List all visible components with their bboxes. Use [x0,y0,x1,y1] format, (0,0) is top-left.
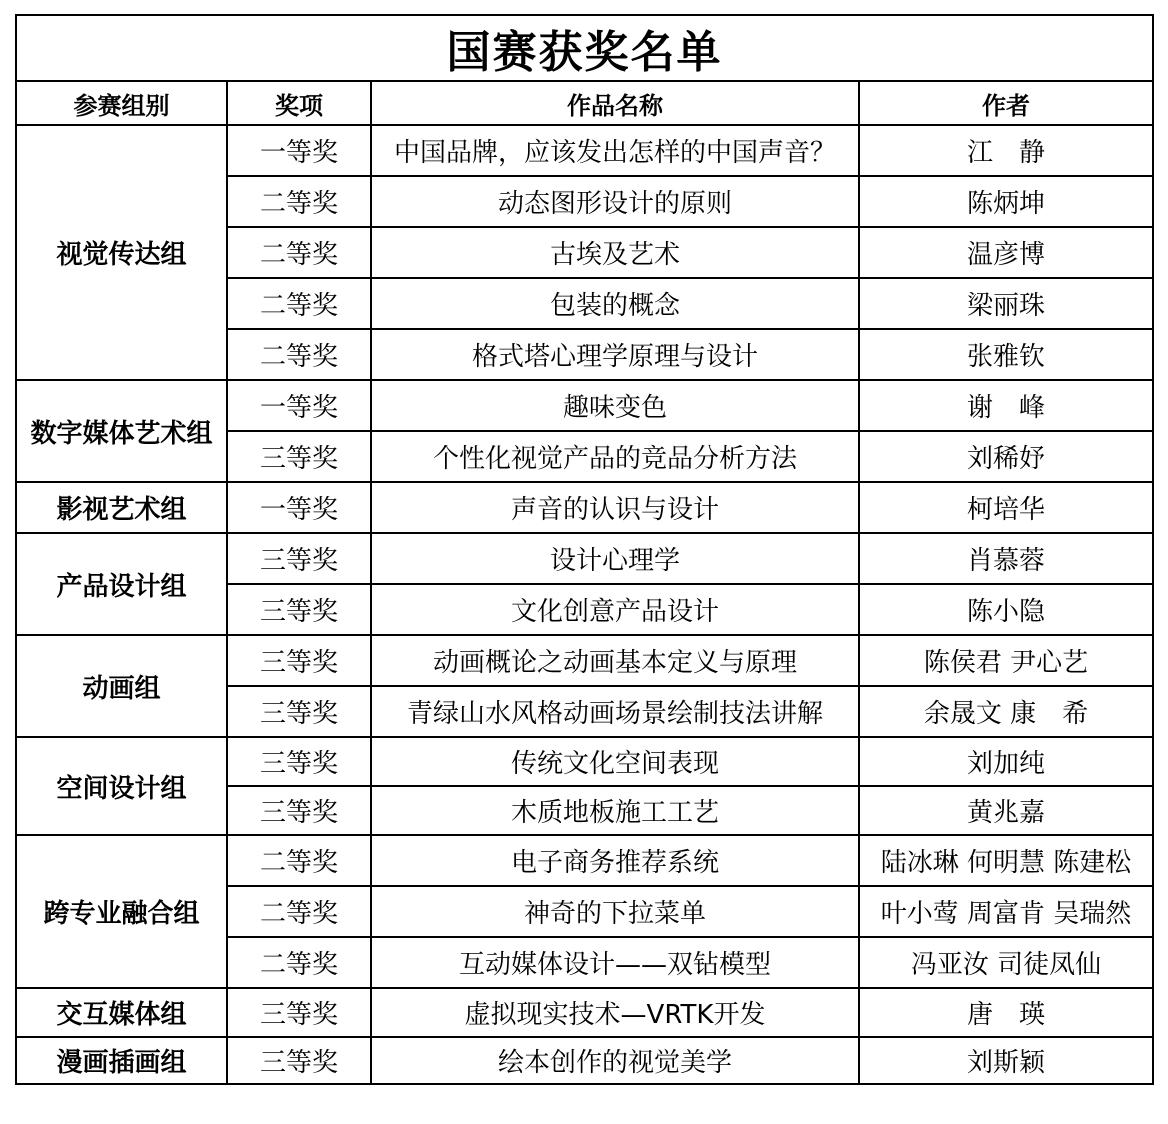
prize-cell: 二等奖 [227,278,371,329]
author-cell: 江 静 [859,125,1153,176]
prize-cell: 三等奖 [227,431,371,482]
work-title-cell: 声音的认识与设计 [371,482,859,533]
prize-cell: 二等奖 [227,227,371,278]
table-row [16,835,1153,886]
prize-cell: 三等奖 [227,533,371,584]
prize-cell: 二等奖 [227,835,371,886]
author-cell: 刘斯颖 [859,1037,1153,1084]
prize-cell: 三等奖 [227,988,371,1037]
table-title: 国赛获奖名单 [16,15,1153,81]
work-title-cell: 古埃及艺术 [371,227,859,278]
work-title-cell: 动画概论之动画基本定义与原理 [371,635,859,686]
work-title-cell: 中国品牌，应该发出怎样的中国声音？ [371,125,859,176]
author-cell: 谢 峰 [859,380,1153,431]
author-cell: 唐 瑛 [859,988,1153,1037]
work-title-cell: 格式塔心理学原理与设计 [371,329,859,380]
work-title-cell: 个性化视觉产品的竞品分析方法 [371,431,859,482]
work-title-cell: 电子商务推荐系统 [371,835,859,886]
prize-cell: 二等奖 [227,176,371,227]
header-group: 参赛组别 [16,81,227,125]
prize-cell: 二等奖 [227,329,371,380]
author-cell: 梁丽珠 [859,278,1153,329]
group-name: 交互媒体组 [16,988,227,1037]
prize-cell: 三等奖 [227,737,371,786]
prize-cell: 三等奖 [227,584,371,635]
group-name: 动画组 [16,635,227,737]
work-title-cell: 虚拟现实技术—VRTK开发 [371,988,859,1037]
prize-cell: 二等奖 [227,937,371,988]
table-row [16,737,1153,786]
work-title-cell: 设计心理学 [371,533,859,584]
award-list-table [15,14,1154,1085]
group-name: 漫画插画组 [16,1037,227,1084]
group-name: 产品设计组 [16,533,227,635]
table-row [16,482,1153,533]
group-name: 影视艺术组 [16,482,227,533]
author-cell: 余晟文 康 希 [859,686,1153,737]
table-row [16,533,1153,584]
work-title-cell: 趣味变色 [371,380,859,431]
work-title-cell: 木质地板施工工艺 [371,786,859,835]
author-cell: 陈小隐 [859,584,1153,635]
header-work: 作品名称 [371,81,859,125]
prize-cell: 一等奖 [227,125,371,176]
prize-cell: 三等奖 [227,635,371,686]
prize-cell: 三等奖 [227,786,371,835]
author-cell: 刘加纯 [859,737,1153,786]
author-cell: 冯亚汝 司徒凤仙 [859,937,1153,988]
author-cell: 陆冰琳 何明慧 陈建松 [859,835,1153,886]
prize-cell: 三等奖 [227,1037,371,1084]
group-name: 跨专业融合组 [16,835,227,988]
work-title-cell: 动态图形设计的原则 [371,176,859,227]
author-cell: 柯培华 [859,482,1153,533]
work-title-cell: 文化创意产品设计 [371,584,859,635]
group-name: 空间设计组 [16,737,227,835]
work-title-cell: 互动媒体设计——双钻模型 [371,937,859,988]
work-title-cell: 神奇的下拉菜单 [371,886,859,937]
prize-cell: 三等奖 [227,686,371,737]
table-row [16,988,1153,1037]
group-name: 数字媒体艺术组 [16,380,227,482]
table-row [16,380,1153,431]
header-author: 作者 [859,81,1153,125]
author-cell: 黄兆嘉 [859,786,1153,835]
prize-cell: 一等奖 [227,482,371,533]
table-row [16,125,1153,176]
author-cell: 温彦博 [859,227,1153,278]
author-cell: 陈侯君 尹心艺 [859,635,1153,686]
table-row [16,635,1153,686]
work-title-cell: 青绿山水风格动画场景绘制技法讲解 [371,686,859,737]
work-title-cell: 绘本创作的视觉美学 [371,1037,859,1084]
work-title-cell: 包装的概念 [371,278,859,329]
author-cell: 刘稀妤 [859,431,1153,482]
author-cell: 张雅钦 [859,329,1153,380]
header-prize: 奖项 [227,81,371,125]
work-title-cell: 传统文化空间表现 [371,737,859,786]
author-cell: 陈炳坤 [859,176,1153,227]
prize-cell: 二等奖 [227,886,371,937]
author-cell: 叶小莺 周富肯 吴瑞然 [859,886,1153,937]
table-row [16,1037,1153,1084]
group-name: 视觉传达组 [16,125,227,380]
prize-cell: 一等奖 [227,380,371,431]
author-cell: 肖慕蓉 [859,533,1153,584]
